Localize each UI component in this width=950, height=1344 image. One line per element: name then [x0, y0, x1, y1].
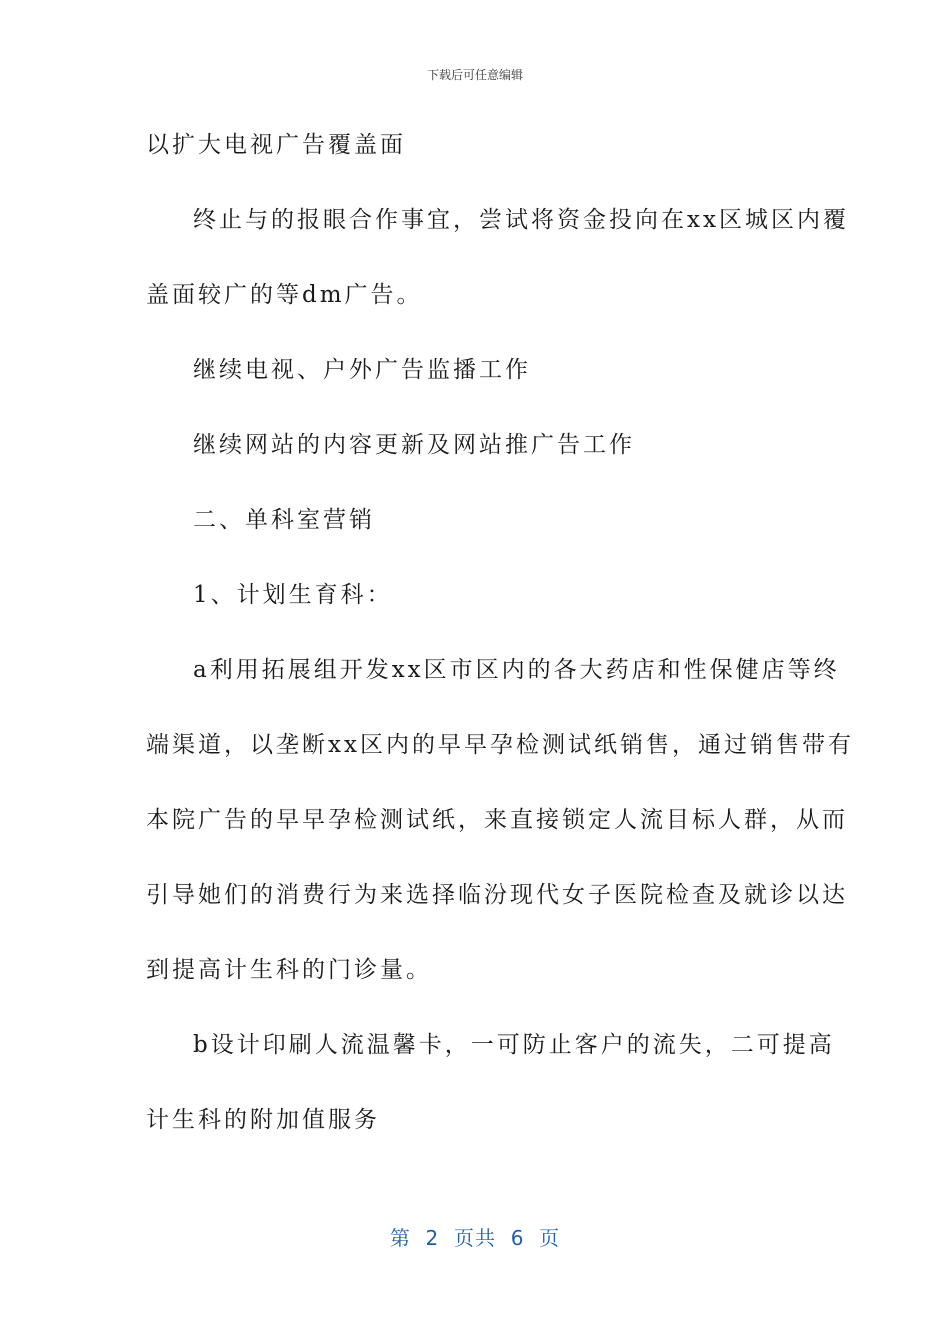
- text-line: b设计印刷人流温馨卡，一可防止客户的流失，二可提高: [193, 1032, 835, 1058]
- text-line: 以扩大电视广告覆盖面: [146, 132, 406, 158]
- text-line: 计生科的附加值服务: [146, 1107, 380, 1133]
- text-line: 终止与的报眼合作事宜，尝试将资金投向在xx区城区内覆: [193, 207, 849, 233]
- subsection-heading: 1、计划生育科：: [193, 582, 393, 608]
- text-line: 端渠道，以垄断xx区内的早早孕检测试纸销售，通过销售带有: [146, 732, 854, 758]
- document-body: [146, 125, 854, 1175]
- page-number-footer: 第 2 页共 6 页: [389, 1226, 561, 1250]
- text-line: 继续网站的内容更新及网站推广告工作: [193, 432, 635, 458]
- text-line: 继续电视、户外广告监播工作: [193, 357, 531, 383]
- text-line: a利用拓展组开发xx区市区内的各大药店和性保健店等终: [193, 657, 840, 683]
- text-line: 到提高计生科的门诊量。: [146, 957, 432, 983]
- text-line: 引导她们的消费行为来选择临汾现代女子医院检查及就诊以达: [146, 882, 848, 908]
- text-line: 本院广告的早早孕检测试纸，来直接锁定人流目标人群，从而: [146, 807, 848, 833]
- section-heading: 二、单科室营销: [193, 507, 375, 533]
- text-line: 盖面较广的等dm广告。: [146, 282, 423, 308]
- header-note: 下载后可任意编辑: [426, 68, 523, 82]
